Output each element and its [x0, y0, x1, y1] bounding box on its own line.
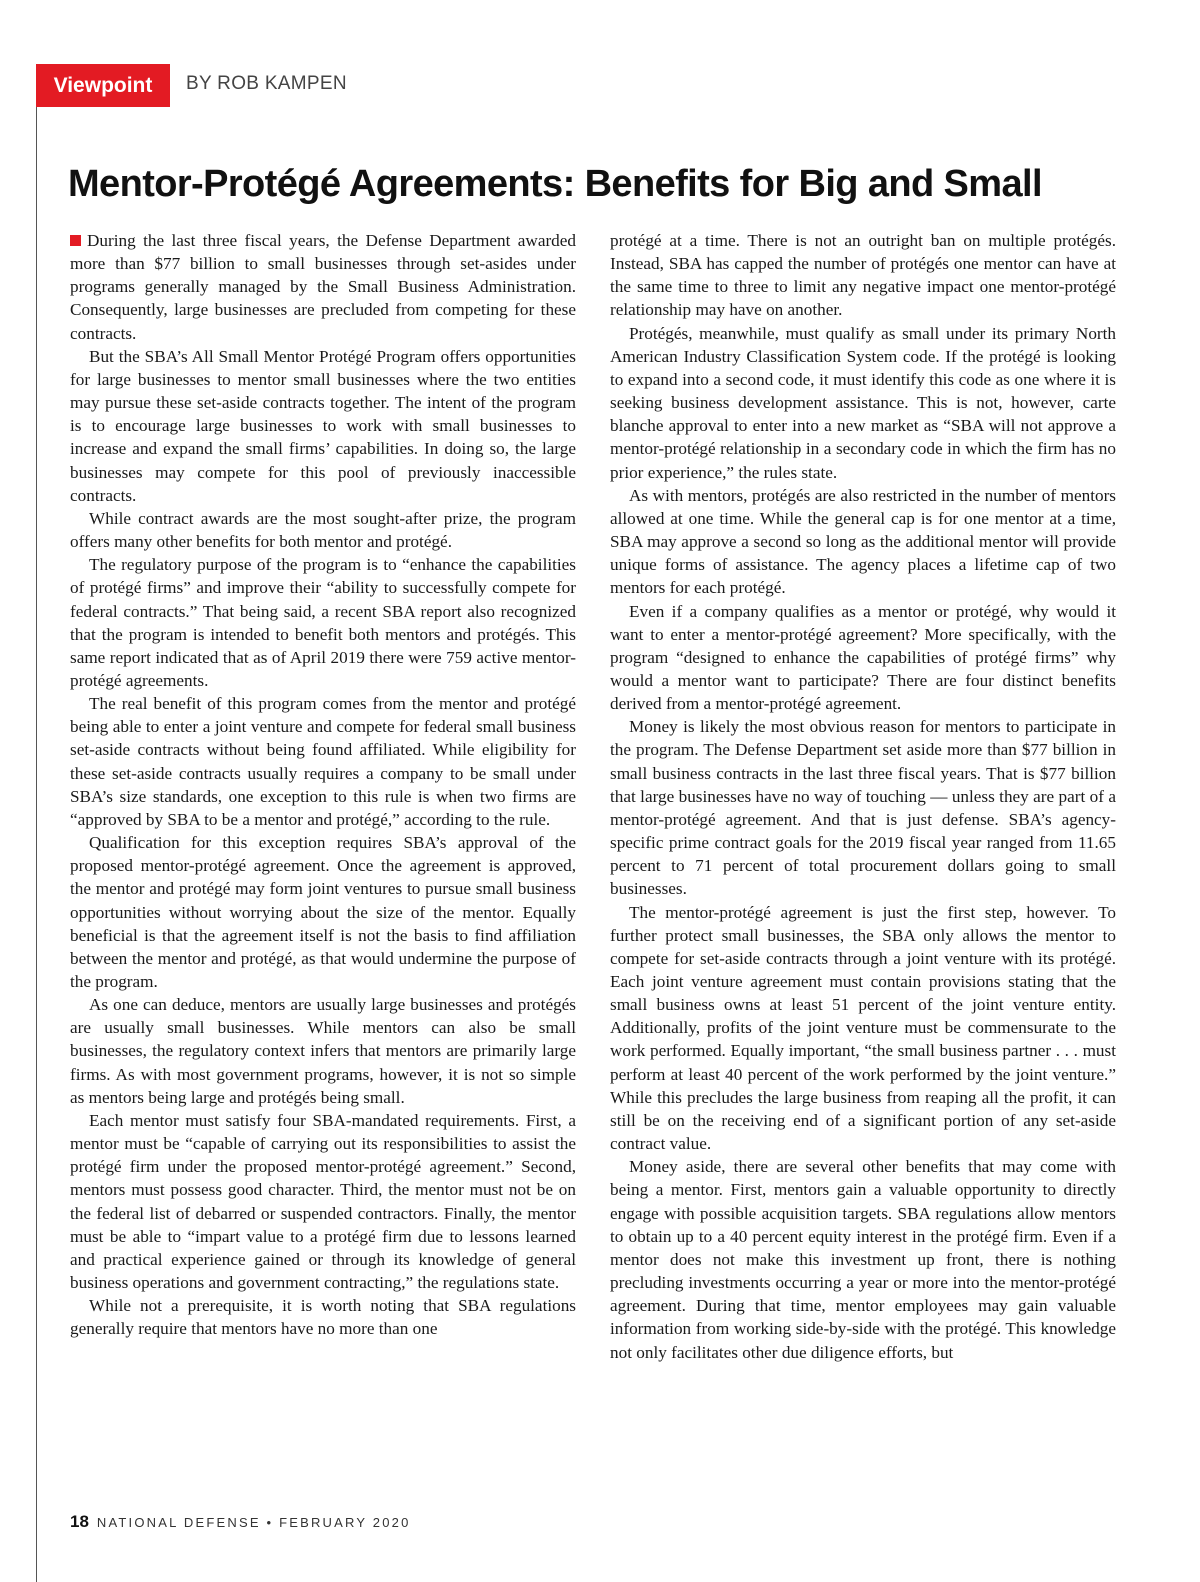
paragraph: Each mentor must satisfy four SBA-mandated requirements. First, a mentor must be “capable of carrying out its responsibilities to assist the protégé firm under the proposed mentor-protégé agreement.” Second, mentors must possess good character. Third, the mentor must not be on the federal list of debarred or suspended contractors. Finally, the mentor must be able to “impart value to a protégé firm due to lessons learned and practical experience gained or through its knowledge of general business operations and government contracting,” the regulations state.	[70, 1110, 576, 1293]
paragraph: Money is likely the most obvious reason for mentors to participate in the program. The Defense Department set aside more than $77 billion in small business contracts in the last three fiscal years. That is $77 billion that large businesses have no way of touching — unless they are part of a mentor-protégé agreement. And that is just defense. SBA’s agency-specific prime contract goals for the 2019 fiscal year ranged from 11.65 percent to 71 percent of total procurement dollars going to small businesses.	[610, 717, 1116, 899]
paragraph: The real benefit of this program comes from the mentor and protégé being able to enter a joint venture and compete for federal small business set-aside contracts without being found affiliated. While eligibility for these set-aside contracts usually requires a company to be small under SBA’s size standards, one exception to this rule is when two firms are “approved by SBA to be a mentor and protégé,” according to the rule.	[70, 694, 576, 829]
paragraph: The mentor-protégé agreement is just the first step, however. To further protect small businesses, the SBA only allows the mentor to compete for set-aside contracts through a joint venture with its protégé. Each joint venture agreement must contain provisions stating that the small business owns at least 51 percent of the joint venture entity. Additionally, profits of the joint venture must be commensurate to the work performed. Equally important, “the small business partner . . . must perform at least 40 percent of the work performed by the joint venture.” While this precludes the large business from reaping all the profit, it can still be on the receiving end of a significant portion of any set-aside contract value.	[610, 902, 1116, 1154]
page-footer	[70, 1512, 411, 1532]
square-bullet-icon	[70, 235, 81, 246]
paragraph: protégé at a time. There is not an outright ban on multiple protégés. Instead, SBA has capped the number of protégés one mentor can have at the same time to three to limit any negative impact one mentor-protégé relationship may have on another.	[610, 231, 1116, 320]
left-margin-rule	[36, 106, 37, 1582]
page-number: 18	[70, 1512, 89, 1531]
section-tag: Viewpoint	[36, 64, 170, 107]
paragraph: Even if a company qualifies as a mentor or protégé, why would it want to enter a mentor-protégé agreement? More specifically, with the program “designed to enhance the capabilities of protégé firms” why would a mentor want to participate? There are four distinct benefits derived from a mentor-protégé agreement.	[610, 601, 1116, 714]
paragraph: Money aside, there are several other benefits that may come with being a mentor. First, mentors gain a valuable opportunity to directly engage with possible acquisition targets. SBA regulations allow mentors to obtain up to a 40 percent equity interest in the protégé firm. Even if a mentor does not make this investment up front, there is nothing precluding investments occurring a year or more into the mentor-protégé agreement. During that time, mentor employees may gain valuable information from working side-by-side with the protégé. This knowledge not only facilitates other due diligence efforts, but	[610, 1157, 1116, 1362]
paragraph: While contract awards are the most sought-after prize, the program offers many other benefits for both mentor and protégé.	[70, 508, 576, 552]
article-column-left	[70, 229, 576, 1341]
paragraph: But the SBA’s All Small Mentor Protégé Program offers opportunities for large businesses to mentor small businesses where the two entities may pursue these set-aside contracts together. The intent of the program is to encourage large businesses to work with small businesses to increase and expand the small firms’ capabilities. In doing so, the large businesses may compete for this pool of previously inaccessible contracts.	[70, 346, 576, 505]
paragraph: The regulatory purpose of the program is to “enhance the capabilities of protégé firms” and improve their “ability to successfully compete for federal contracts.” That being said, a recent SBA report also recognized that the program is intended to benefit both mentors and protégés. This same report indicated that as of April 2019 there were 759 active mentor-protégé agreements.	[70, 555, 576, 690]
paragraph: As with mentors, protégés are also restricted in the number of mentors allowed at one time. While the general cap is for one mentor at a time, SBA may approve a second so long as the additional mentor will provide unique forms of assistance. The agency places a lifetime cap of two mentors for each protégé.	[610, 485, 1116, 598]
paragraph: Qualification for this exception requires SBA’s approval of the proposed mentor-protégé agreement. Once the agreement is approved, the mentor and protégé may form joint ventures to pursue small business opportunities without worrying about the size of the mentor. Equally beneficial is that the agreement itself is not the basis to find affiliation between the mentor and protégé, as that would undermine the purpose of the program.	[70, 833, 576, 991]
headline: Mentor-Protégé Agreements: Benefits for Big and Small	[68, 163, 1042, 205]
paragraph: As one can deduce, mentors are usually large businesses and protégés are usually small businesses. While mentors can also be small businesses, the regulatory context infers that mentors are primarily large firms. As with most government programs, however, it is not so simple as mentors being large and protégés being small.	[70, 995, 576, 1107]
paragraph: During the last three fiscal years, the Defense Department awarded more than $77 billion to small businesses through set-asides under programs generally managed by the Small Business Administration. Consequently, large businesses are precluded from competing for these contracts.	[70, 231, 576, 343]
paragraph: Protégés, meanwhile, must qualify as small under its primary North American Industry Classification System code. If the protégé is looking to expand into a second code, it must identify this code as one where it is seeking business development assistance. This is not, however, carte blanche approval to enter into a new market as “SBA will not approve a mentor-protégé relationship in a secondary code in which the firm has no prior experience,” the rules state.	[610, 323, 1116, 482]
byline: BY ROB KAMPEN	[186, 73, 347, 94]
article-column-right	[610, 229, 1116, 1364]
publication-line: NATIONAL DEFENSE • FEBRUARY 2020	[96, 1515, 411, 1530]
paragraph: While not a prerequisite, it is worth noting that SBA regulations generally require that mentors have no more than one	[70, 1296, 576, 1339]
